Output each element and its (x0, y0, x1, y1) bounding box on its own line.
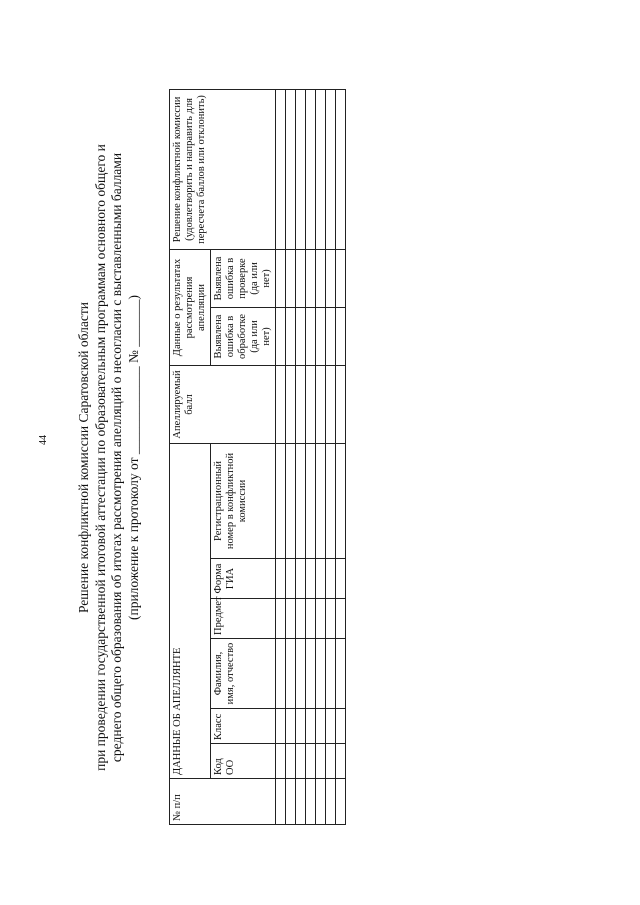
title-line-2: при проведении государственной итоговой аттестации по образовательным программам основного общего и (92, 144, 108, 771)
table-cell (296, 307, 306, 365)
table-cell (296, 559, 306, 599)
table-cell (326, 559, 336, 599)
table-cell (326, 443, 336, 558)
table-cell (326, 249, 336, 307)
header-subject: Предмет (211, 599, 276, 639)
table-cell (306, 89, 316, 249)
table-cell (316, 443, 326, 558)
table-cell (286, 365, 296, 443)
table-cell (316, 599, 326, 639)
table-row (286, 89, 296, 824)
table-cell (336, 559, 346, 599)
table-row (336, 89, 346, 824)
table-cell (276, 365, 286, 443)
header-group-appellant: ДАННЫЕ ОБ АПЕЛЛЯНТЕ (170, 443, 211, 778)
table-cell (316, 709, 326, 744)
table-cell (276, 89, 286, 249)
table-cell (296, 744, 306, 779)
table-cell (326, 779, 336, 825)
table-cell (296, 599, 306, 639)
table-cell (296, 89, 306, 249)
table-cell (306, 744, 316, 779)
table-cell (276, 779, 286, 825)
table-row (276, 89, 286, 824)
header-group-results: Данные о результатах рассмотрения апелляции (170, 249, 211, 365)
table-cell (286, 89, 296, 249)
table-cell (326, 365, 336, 443)
table-cell (306, 443, 316, 558)
header-form: Форма ГИА (211, 559, 276, 599)
table-cell (306, 307, 316, 365)
title-line-1: Решение конфликтной комиссии Саратовской области (76, 301, 91, 614)
table-cell (276, 307, 286, 365)
table-cell (336, 307, 346, 365)
table-cell (296, 709, 306, 744)
table-cell (286, 779, 296, 825)
header-err-processing: Выявлена ошибка в обработке (да или нет) (211, 307, 276, 365)
title-line-3: среднего общего образования об итогах рассмотрения апелляций о несогласии с выставленными баллами (109, 152, 124, 763)
table-cell (276, 559, 286, 599)
table-cell (276, 443, 286, 558)
table-cell (286, 599, 296, 639)
header-code: Код ОО (211, 744, 276, 779)
table-cell (316, 639, 326, 709)
header-class: Класс (211, 709, 276, 744)
table-cell (286, 744, 296, 779)
table-cell (296, 249, 306, 307)
table-cell (306, 639, 316, 709)
document-title (76, 90, 166, 825)
table-cell (286, 709, 296, 744)
table-cell (296, 443, 306, 558)
page-number: 44 (38, 435, 49, 445)
table-cell (326, 89, 336, 249)
table-cell (286, 559, 296, 599)
table-cell (316, 559, 326, 599)
table-cell (276, 709, 286, 744)
table-cell (336, 249, 346, 307)
table-cell (306, 709, 316, 744)
table-cell (326, 709, 336, 744)
header-name: Фамилия, имя, отчество (211, 639, 276, 709)
table-row (326, 89, 336, 824)
table-cell (336, 779, 346, 825)
rotated-sheet (76, 90, 316, 825)
table-cell (336, 89, 346, 249)
table-cell (336, 365, 346, 443)
table-cell (316, 307, 326, 365)
table-cell (286, 307, 296, 365)
table-cell (326, 599, 336, 639)
table-cell (286, 443, 296, 558)
table-cell (316, 779, 326, 825)
table-cell (326, 307, 336, 365)
table-row (296, 89, 306, 824)
table-cell (286, 639, 296, 709)
table-cell (326, 639, 336, 709)
header-decision: Решение конфликтной комиссии (удовлетворить и направить для пересчета баллов или отклонить) (170, 89, 276, 249)
table-cell (316, 744, 326, 779)
table-cell (336, 709, 346, 744)
header-regnum: Регистрационный номер в конфликтной комиссии (211, 443, 276, 558)
table-cell (276, 639, 286, 709)
header-score: Апеллируемый балл (170, 365, 276, 443)
table-cell (336, 599, 346, 639)
table-cell (296, 779, 306, 825)
table-cell (306, 559, 316, 599)
table-body (276, 89, 346, 824)
table-cell (306, 365, 316, 443)
table-cell (296, 639, 306, 709)
table-cell (276, 249, 286, 307)
header-err-check: Выявлена ошибка в проверке (да или нет) (211, 249, 276, 307)
table-cell (276, 599, 286, 639)
table-cell (326, 744, 336, 779)
table-cell (316, 89, 326, 249)
table-cell (336, 639, 346, 709)
table-cell (306, 599, 316, 639)
table-row (316, 89, 326, 824)
table-cell (276, 744, 286, 779)
table-cell (336, 744, 346, 779)
title-line-4: (приложение к протоколу от _____________ № _______) (125, 294, 141, 621)
table-cell (306, 779, 316, 825)
table-cell (316, 249, 326, 307)
header-num: № п/п (170, 779, 276, 825)
table-row (306, 89, 316, 824)
table-cell (286, 249, 296, 307)
table-cell (316, 365, 326, 443)
table-cell (336, 443, 346, 558)
table-cell (296, 365, 306, 443)
table-cell (306, 249, 316, 307)
appeals-table (169, 89, 346, 825)
